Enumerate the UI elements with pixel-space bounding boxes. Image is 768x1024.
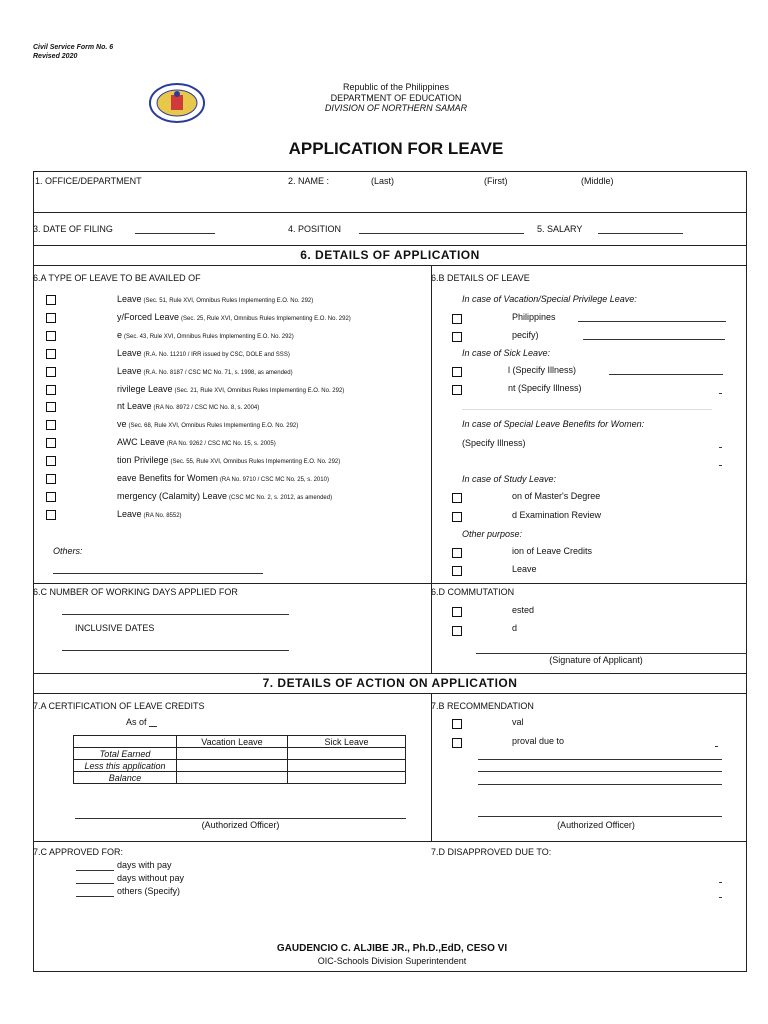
leave-type-item [117,348,290,358]
recommend-approval-label: val [512,717,524,727]
leave-type-item [117,473,329,483]
leave-type-label: y/Forced Leave [117,312,180,322]
days-without-pay-label: days without pay [117,873,185,883]
office-label: 1. OFFICE/DEPARTMENT [35,176,142,186]
working-days-heading: 6.C NUMBER OF WORKING DAYS APPLIED FOR [33,587,238,597]
divider [33,693,747,694]
name-label: 2. NAME : [288,176,330,186]
commutation-heading: 6.D COMMUTATION [431,587,515,597]
divider [33,245,747,246]
republic-label: Republic of the Philippines [342,82,450,92]
date-filing-field[interactable] [135,233,215,234]
form-frame [33,171,747,972]
as-of-field[interactable] [149,726,157,727]
leave-type-checkbox[interactable] [46,456,56,466]
recommend-disapproval-checkbox[interactable] [452,738,462,748]
leave-type-legal-basis: (Sec. 68, Rule XVI, Omnibus Rules Implementing E.O. No. 292) [128,423,299,429]
leave-type-item [117,437,276,447]
approved-for-heading: 7.C APPROVED FOR: [33,847,124,857]
leave-type-checkbox[interactable] [46,420,56,430]
leave-type-label: mergency (Calamity) Leave [117,491,228,501]
sick-hospital-checkbox[interactable] [452,367,462,377]
column-divider [431,693,432,841]
leave-type-legal-basis: (Sec. 25, Rule XVI, Omnibus Rules Implementing E.O. No. 292) [181,316,351,322]
recommending-officer-line[interactable] [478,816,722,817]
leave-type-legal-basis: (R.A. No. 11210 / IRR issued by CSC, DOLE and SSS) [143,352,290,358]
page-title: APPLICATION FOR LEAVE [288,139,504,158]
leave-type-checkbox[interactable] [46,385,56,395]
position-field[interactable] [359,233,524,234]
section-6-title: 6. DETAILS OF APPLICATION [300,248,480,262]
leave-type-item [117,366,293,376]
leave-type-checkbox[interactable] [46,367,56,377]
vacation-heading: In case of Vacation/Special Privilege Leave: [462,294,637,304]
sick-outpatient-label: nt (Specify Illness) [508,383,582,393]
days-without-pay-field[interactable] [76,883,114,884]
divider [33,673,747,674]
leave-type-item [117,384,344,394]
recommendation-line-3[interactable] [478,784,722,785]
position-label: 4. POSITION [288,224,342,234]
leave-type-legal-basis: (RA No. 8552) [143,513,182,519]
leave-type-label: Leave [117,366,142,376]
women-extra-line [719,465,722,466]
leave-type-label: nt Leave [117,401,152,411]
monetization-label: ion of Leave Credits [512,546,593,556]
balance-vacation-cell[interactable] [177,772,288,784]
commutation-requested-checkbox[interactable] [452,626,462,636]
other-purpose-heading: Other purpose: [462,529,523,539]
leave-type-item [117,294,313,304]
col-sick-leave: Sick Leave [288,736,406,748]
sick-outpatient-field[interactable] [719,393,722,394]
leave-type-item [117,509,182,519]
vacation-within-label: Philippines [512,312,556,322]
row-balance: Balance [74,772,177,784]
column-divider [431,265,432,673]
vacation-abroad-field[interactable] [583,339,725,340]
date-filing-label: 3. DATE OF FILING [33,224,113,234]
row-less-this-application: Less this application [74,760,177,772]
leave-type-checkbox[interactable] [46,438,56,448]
divider [33,841,747,842]
recommend-approval-checkbox[interactable] [452,719,462,729]
row-total-earned: Total Earned [74,748,177,760]
leave-type-checkbox[interactable] [46,313,56,323]
divider [33,583,747,584]
leave-type-item [117,455,340,465]
monetization-checkbox[interactable] [452,548,462,558]
leave-type-legal-basis: (Sec. 21, Rule XVI, Omnibus Rules Implementing E.O. No. 292) [174,388,345,394]
others-specify-field[interactable] [76,896,114,897]
study-bar-review-checkbox[interactable] [452,512,462,522]
details-heading: 6.B DETAILS OF LEAVE [431,273,530,283]
terminal-leave-label: Leave [512,564,537,574]
table-header-blank [74,736,177,748]
department-label: DEPARTMENT OF EDUCATION [330,93,462,103]
applicant-signature-label: (Signature of Applicant) [549,655,643,665]
revision-date: Revised 2020 [33,53,78,60]
leave-type-legal-basis: (Sec. 55, Rule XVI, Omnibus Rules Implementing E.O. No. 292) [170,459,341,465]
leave-type-legal-basis: (CSC MC No. 2, s. 2012, as amended) [229,495,333,501]
leave-type-checkbox[interactable] [46,349,56,359]
recommendation-line-1[interactable] [478,759,722,760]
col-vacation-leave: Vacation Leave [177,736,288,748]
as-of-label: As of [126,717,147,727]
leave-type-heading: 6.A TYPE OF LEAVE TO BE AVAILED OF [33,273,201,283]
division-label: DIVISION OF NORTHERN SAMAR [324,103,468,113]
leave-type-label: e [117,330,123,340]
sick-heading: In case of Sick Leave: [462,348,551,358]
leave-type-label: ve [117,419,127,429]
leave-type-legal-basis: (RA No. 9710 / CSC MC No. 25, s. 2010) [219,477,329,483]
leave-type-label: tion Privilege [117,455,169,465]
leave-type-label: rivilege Leave [117,384,173,394]
leave-type-label: eave Benefits for Women [117,473,218,483]
total-earned-sick-cell[interactable] [288,748,406,760]
leave-type-checkbox[interactable] [46,331,56,341]
leave-type-item [117,491,332,501]
balance-sick-cell[interactable] [288,772,406,784]
vacation-abroad-checkbox[interactable] [452,332,462,342]
sick-hospital-field[interactable] [609,374,723,375]
leave-type-checkbox[interactable] [46,474,56,484]
leave-type-item [117,330,294,340]
women-illness-field[interactable] [719,447,722,448]
vacation-within-field[interactable] [578,321,726,322]
inclusive-dates-label: INCLUSIVE DATES [75,623,155,633]
total-earned-vacation-cell[interactable] [177,748,288,760]
leave-type-label: Leave [117,509,142,519]
first-name-label: (First) [484,176,508,186]
leave-type-legal-basis: (R.A. No. 8187 / CSC MC No. 71, s. 1998, as amended) [143,370,293,376]
salary-field[interactable] [598,233,683,234]
others-label: Others: [53,546,83,556]
disapproved-reason-line-1[interactable] [719,882,722,883]
disapproved-reason-line-2[interactable] [719,897,722,898]
leave-type-item [117,312,351,322]
sick-outpatient-checkbox[interactable] [452,385,462,395]
section-7-title: 7. DETAILS OF ACTION ON APPLICATION [262,676,518,690]
study-heading: In case of Study Leave: [462,474,557,484]
divider [33,212,747,213]
leave-type-label: AWC Leave [117,437,165,447]
leave-credits-table [73,735,406,784]
leave-type-item [117,401,259,411]
applicant-signature-line[interactable] [476,653,747,654]
sick-hospital-label: l (Specify Illness) [508,365,577,375]
commutation-not-requested-checkbox[interactable] [452,607,462,617]
terminal-leave-checkbox[interactable] [452,566,462,576]
recommendation-line-2[interactable] [478,771,722,772]
middle-name-label: (Middle) [581,176,614,186]
less-application-sick-cell[interactable] [288,760,406,772]
commutation-not-requested-label: ested [512,605,535,615]
signatory-title: OIC-Schools Division Superintendent [317,956,467,966]
salary-label: 5. SALARY [537,224,583,234]
recommendation-heading: 7.B RECOMMENDATION [431,701,534,711]
leave-type-checkbox[interactable] [46,492,56,502]
last-name-label: (Last) [371,176,395,186]
leave-type-checkbox[interactable] [46,295,56,305]
leave-type-legal-basis: (Sec. 51, Rule XVI, Omnibus Rules Implementing E.O. No. 292) [143,298,314,304]
deped-seal-logo [146,82,208,124]
women-heading: In case of Special Leave Benefits for Women: [462,419,645,429]
leave-type-legal-basis: (RA No. 8972 / CSC MC No. 8, s. 2004) [153,405,260,411]
vacation-abroad-label: pecify) [512,330,539,340]
certifying-officer-label: (Authorized Officer) [201,820,280,830]
signatory-name: GAUDENCIO C. ALJIBE JR., Ph.D.,EdD, CESO VI [276,943,508,954]
less-application-vacation-cell[interactable] [177,760,288,772]
leave-type-legal-basis: (RA No. 9262 / CSC MC No. 15, s. 2005) [166,441,276,447]
sick-extra-line [462,409,712,410]
form-number: Civil Service Form No. 6 [33,44,114,51]
women-illness-label: (Specify Illness) [462,438,526,448]
leave-type-checkbox[interactable] [46,402,56,412]
vacation-within-checkbox[interactable] [452,314,462,324]
leave-type-label: Leave [117,294,142,304]
leave-type-label: Leave [117,348,142,358]
study-masters-checkbox[interactable] [452,493,462,503]
leave-type-checkbox[interactable] [46,510,56,520]
recommending-officer-label: (Authorized Officer) [557,820,635,830]
disapproval-reason-field[interactable] [715,746,718,747]
divider [33,265,747,266]
others-specify-label: others (Specify) [117,886,181,896]
recommend-disapproval-label: proval due to [512,736,565,746]
days-with-pay-label: days with pay [117,860,172,870]
others-field[interactable] [53,573,263,574]
certification-heading: 7.A CERTIFICATION OF LEAVE CREDITS [33,701,205,711]
commutation-requested-label: d [512,623,518,633]
inclusive-dates-field[interactable] [62,650,289,651]
disapproved-heading: 7.D DISAPPROVED DUE TO: [431,847,552,857]
leave-type-item [117,419,298,429]
study-masters-label: on of Master's Degree [512,491,601,501]
working-days-field[interactable] [62,614,289,615]
certifying-officer-line[interactable] [75,818,406,819]
leave-type-legal-basis: (Sec. 43, Rule XVI, Omnibus Rules Implementing E.O. No. 292) [124,334,294,340]
study-bar-review-label: d Examination Review [512,510,602,520]
days-with-pay-field[interactable] [76,870,114,871]
